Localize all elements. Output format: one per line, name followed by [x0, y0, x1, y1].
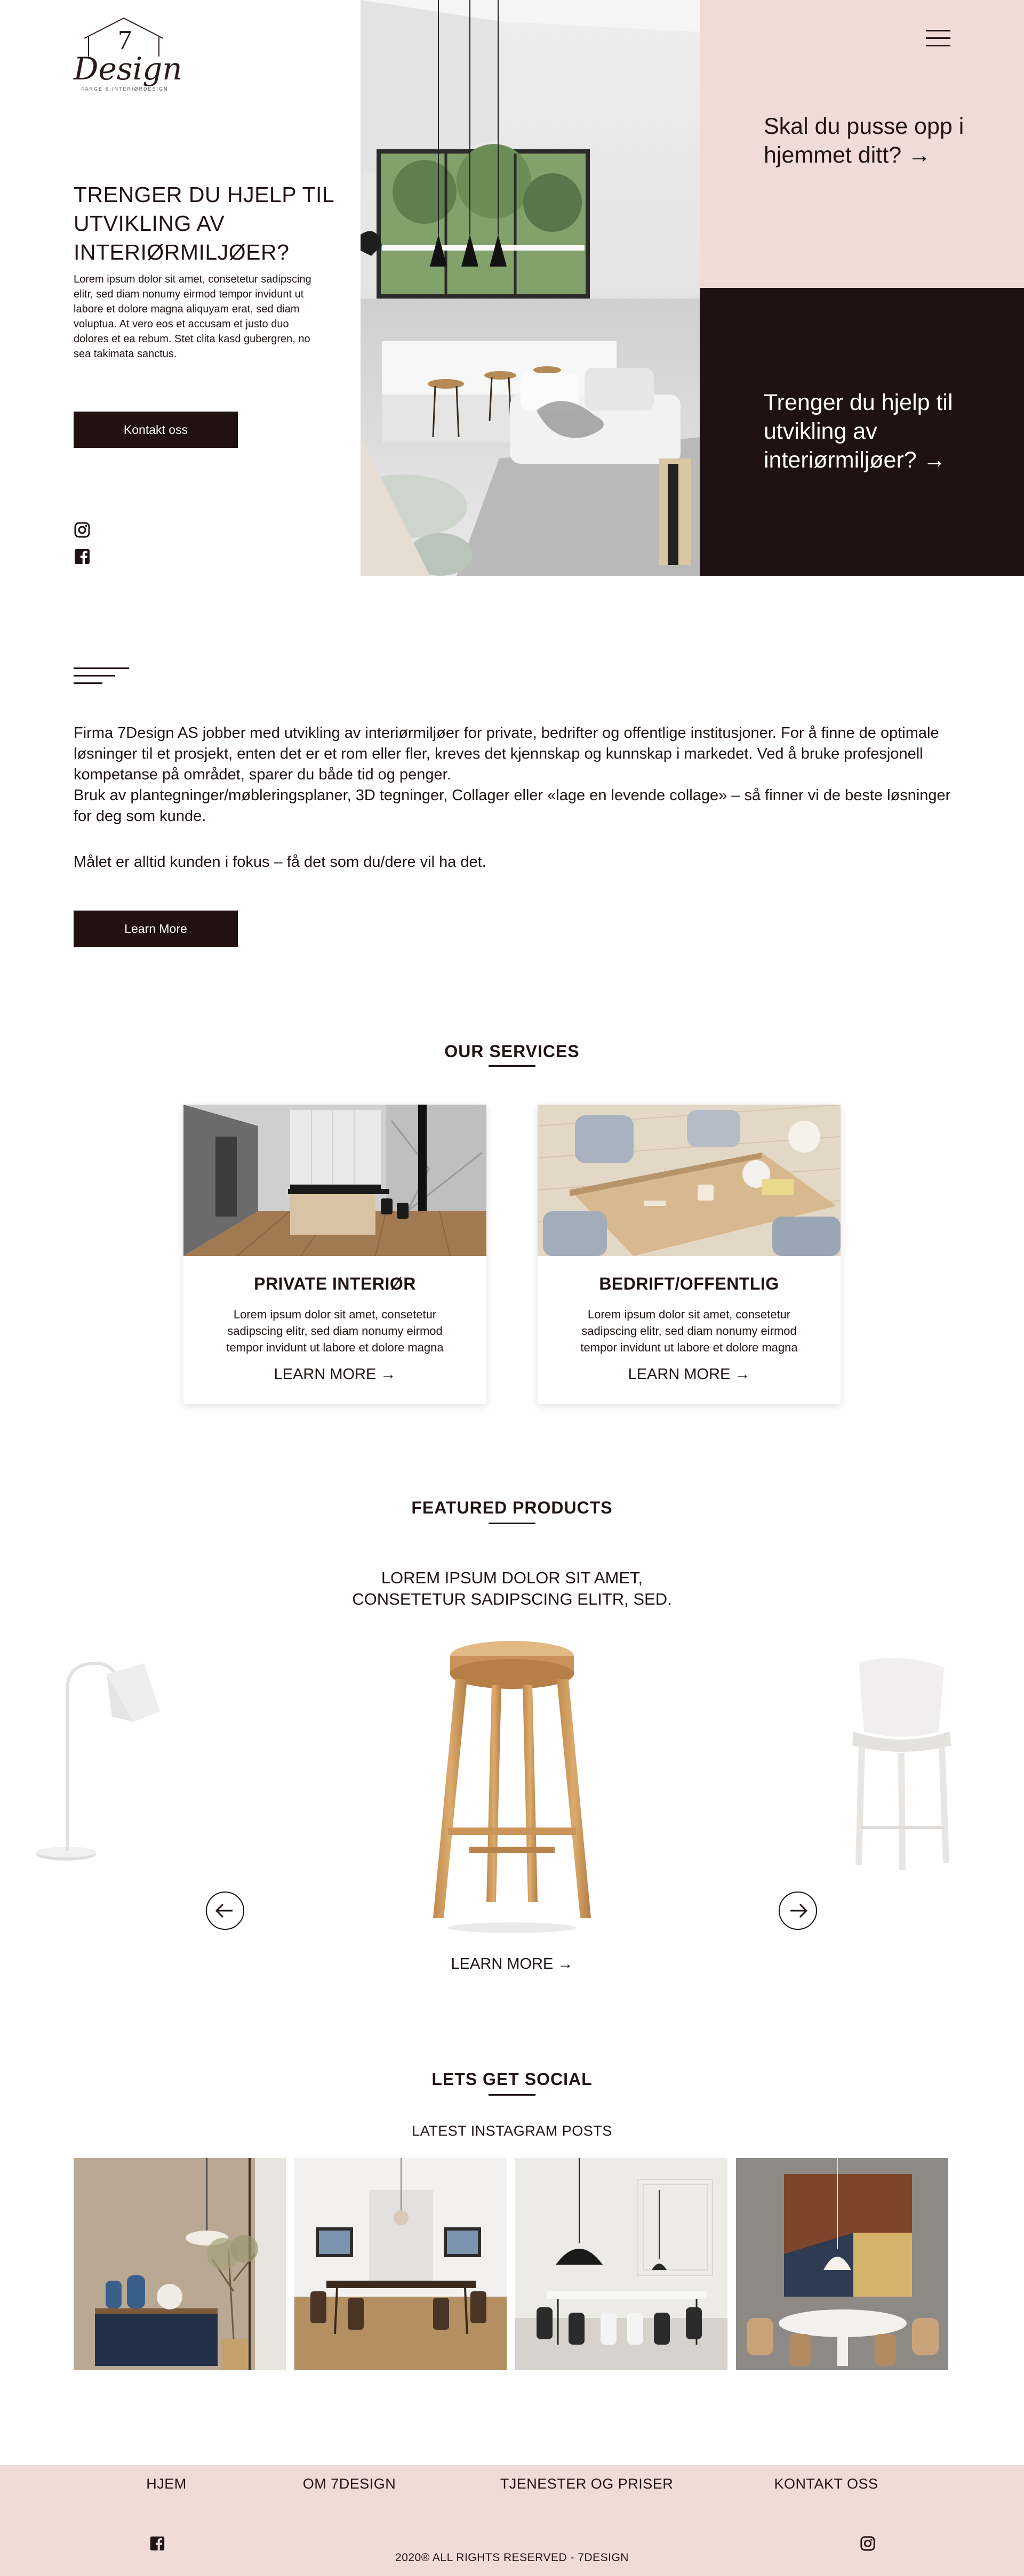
featured-subtitle-line-1: LOREM IPSUM DOLOR SIT AMET,: [381, 1568, 643, 1587]
featured-title: FEATURED PRODUCTS: [411, 1498, 613, 1517]
footer-instagram-icon[interactable]: [860, 2535, 876, 2551]
arrow-left-icon: [207, 1893, 243, 1929]
decorative-lines-icon: [74, 667, 129, 688]
about-paragraph-2: Bruk av plantegninger/møbleringsplaner, 3D tegninger, Collager eller «lage en levende collage» – så finner vi de beste løsninger for deg som kunde.: [74, 787, 951, 825]
service-card-business[interactable]: [538, 1105, 841, 1404]
arrow-right-icon: →: [923, 447, 946, 473]
service-private-image: [183, 1105, 486, 1256]
arrow-right-icon: [780, 1893, 816, 1929]
hero-text: Lorem ipsum dolor sit amet, consetetur sadipscing elitr, sed diam nonumy eirmod tempor invidunt ut labore et dolore magna aliquyam erat, sed diam voluptua. At vero eos et accusam et justo duo dolores et ea rebum. Stet clita kasd gubergren, no sea takimata sanctus.: [74, 273, 311, 360]
service-private-learn-more-link[interactable]: LEARN MORE →: [274, 1366, 396, 1383]
carousel-prev-button[interactable]: [206, 1891, 244, 1930]
promo-interior-label: Trenger du hjelp til utvikling av interiørmiljøer?: [764, 390, 953, 473]
learn-more-button[interactable]: Learn More: [74, 911, 238, 947]
footer-facebook-icon[interactable]: [149, 2535, 165, 2551]
footer-link-about[interactable]: OM 7DESIGN: [302, 2476, 396, 2492]
footer-link-contact[interactable]: KONTAKT OSS: [774, 2476, 878, 2492]
service-private-title: PRIVATE INTERIØR: [254, 1274, 416, 1293]
hero-title: TRENGER DU HJELP TIL UTVIKLING AV INTERIØRMILJØER?: [74, 182, 334, 264]
about-paragraph-1: Firma 7Design AS jobber med utvikling av interiørmiljøer for private, bedrifter og offentlige institusjoner. For å finne de optimale løsninger til et prosjekt, enten det er et rom eller fler, kreves det kjennskap og kunnskap i markedet. Ved å bruke profesjonell kompetanse på området, sparer du både tid og penger.: [74, 724, 939, 783]
featured-title-underline: [489, 1523, 535, 1524]
service-business-text: Lorem ipsum dolor sit amet, consetetur sadipscing elitr, sed diam nonumy eirmod tempor invidunt ut labore et dolore magna: [580, 1308, 798, 1354]
product-bar-stool-image: [416, 1636, 608, 1934]
footer-link-home[interactable]: HJEM: [146, 2476, 187, 2492]
logo-tagline: FARGE & INTERIØRDESIGN: [81, 86, 169, 92]
services-title: OUR SERVICES: [444, 1042, 580, 1061]
promo-renovate-text[interactable]: [764, 112, 988, 170]
service-business-title: BEDRIFT/OFFENTLIG: [599, 1274, 779, 1293]
instagram-post-3[interactable]: [515, 2158, 727, 2370]
promo-interior-text[interactable]: [764, 388, 988, 474]
hero-interior-image: [361, 0, 700, 576]
product-bar-chair-image: [837, 1652, 987, 1875]
logo-number: 7: [118, 25, 132, 55]
social-subtitle: LATEST INSTAGRAM POSTS: [412, 2123, 612, 2139]
facebook-icon[interactable]: [74, 548, 91, 565]
carousel-next-button[interactable]: [779, 1891, 817, 1930]
copyright-text: 2020® ALL RIGHTS RESERVED - 7DESIGN: [395, 2551, 629, 2564]
service-private-text: Lorem ipsum dolor sit amet, consetetur sadipscing elitr, sed diam nonumy eirmod tempor invidunt ut labore et dolore magna: [226, 1308, 444, 1354]
service-business-learn-more-link[interactable]: LEARN MORE →: [628, 1366, 750, 1383]
instagram-post-2[interactable]: [294, 2158, 507, 2370]
instagram-post-1[interactable]: [74, 2158, 286, 2370]
hamburger-menu-icon[interactable]: [926, 28, 950, 48]
instagram-icon[interactable]: [74, 521, 91, 538]
featured-subtitle-line-2: CONSETETUR SADIPSCING ELITR, SED.: [352, 1590, 672, 1608]
service-business-image: [538, 1105, 841, 1256]
about-paragraph-3: Målet er alltid kunden i fokus – få det som du/dere vil ha det.: [74, 854, 486, 871]
product-floor-lamp-image: [32, 1653, 171, 1866]
social-title-underline: [489, 2094, 535, 2096]
site-logo[interactable]: [74, 15, 182, 95]
services-title-underline: [489, 1065, 535, 1067]
promo-renovate-label: Skal du pusse opp i hjemmet ditt?: [764, 114, 964, 168]
contact-button[interactable]: Kontakt oss: [74, 412, 238, 448]
footer-link-services[interactable]: TJENESTER OG PRISER: [500, 2476, 674, 2492]
featured-learn-more-link[interactable]: LEARN MORE →: [451, 1955, 573, 1973]
logo-word: Design: [74, 51, 182, 87]
instagram-post-4[interactable]: [736, 2158, 948, 2370]
arrow-right-icon: →: [908, 142, 931, 168]
service-card-private[interactable]: [183, 1105, 486, 1404]
social-title: LETS GET SOCIAL: [431, 2070, 593, 2089]
